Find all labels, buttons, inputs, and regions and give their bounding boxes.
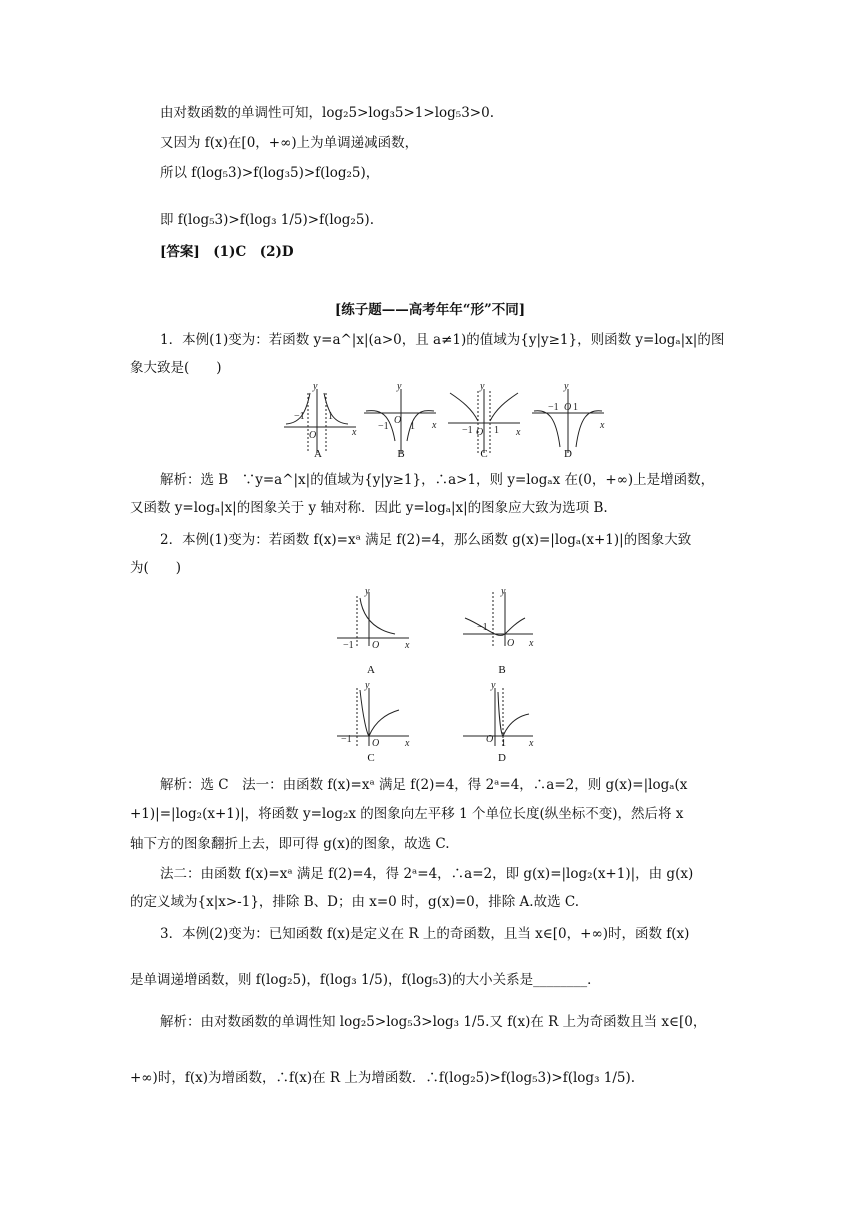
svg-text:1: 1 xyxy=(328,411,333,422)
svg-text:x: x xyxy=(432,420,437,431)
svg-text:−1: −1 xyxy=(343,640,354,651)
option-label: C xyxy=(367,752,375,764)
option-label: A xyxy=(314,448,322,460)
svg-text:y: y xyxy=(313,383,318,392)
option-label: D xyxy=(564,448,572,460)
svg-text:y: y xyxy=(397,383,402,392)
option-label: B xyxy=(498,664,506,676)
solution-line: 轴下方的图象翻折上去，即可得 g(x)的图象，故选 C. xyxy=(130,836,450,852)
svg-text:1: 1 xyxy=(501,738,506,748)
solution-line: 又函数 y=logₐ|x|的图象关于 y 轴对称．因此 y=logₐ|x|的图象应大致为选项 B. xyxy=(130,500,608,516)
solution-line: 的定义域为{x|x>-1}，排除 B、D；由 x=0 时，g(x)=0，排除 A.故选 C. xyxy=(130,894,579,910)
svg-text:y: y xyxy=(491,680,496,691)
svg-text:O: O xyxy=(486,734,494,745)
solution-line: +1)|=|log₂(x+1)|，将函数 y=log₂x 的图象向左平移 1 个单位长度(纵坐标不变)，然后将 x xyxy=(130,806,684,822)
question-stem: 1．本例(1)变为：若函数 y=a^|x|(a>0，且 a≠1)的值域为{y|y≥1}，则函数 y=logₐ|x|的图 xyxy=(160,332,725,348)
svg-text:x: x xyxy=(405,738,410,748)
svg-text:−1: −1 xyxy=(462,425,473,436)
svg-text:y: y xyxy=(480,383,485,392)
question-stem: 为( ) xyxy=(130,560,182,576)
question-stem: 3．本例(2)变为：已知函数 f(x)是定义在 R 上的奇函数，且当 x∈[0，+∞)时，函数 f(x) xyxy=(160,926,690,942)
question-stem: 是单调递增函数，则 f(log₂5)，f(log₃ 1/5)，f(log₅3)的大小关系是________． xyxy=(130,972,601,988)
text-line: 所以 f(log₅3)>f(log₃5)>f(log₂5)， xyxy=(160,165,380,181)
svg-text:1: 1 xyxy=(494,425,499,436)
option-label: B xyxy=(397,448,405,460)
svg-text:O: O xyxy=(372,738,380,748)
svg-text:x: x xyxy=(516,427,521,438)
solution-line: 解析：选 C 法一：由函数 f(x)=xᵃ 满足 f(2)=4，得 2ᵃ=4，∴a=2，则 g(x)=|logₐ(x xyxy=(160,777,688,793)
svg-text:x: x xyxy=(600,420,605,431)
option-label: A xyxy=(367,664,375,676)
svg-text:y: y xyxy=(365,588,370,597)
svg-text:−1: −1 xyxy=(548,402,559,413)
svg-text:O: O xyxy=(372,640,380,651)
text-line: 又因为 f(x)在[0，+∞)上为单调递减函数， xyxy=(160,135,419,151)
question-stem: 2．本例(1)变为：若函数 f(x)=xᵃ 满足 f(2)=4，那么函数 g(x)=|logₐ(x+1)|的图象大致 xyxy=(160,532,692,548)
svg-text:x: x xyxy=(405,640,410,651)
svg-text:y: y xyxy=(564,383,569,392)
svg-text:y: y xyxy=(501,588,506,597)
svg-text:y: y xyxy=(365,680,370,691)
option-label: D xyxy=(498,752,506,764)
svg-text:−1: −1 xyxy=(294,411,305,422)
solution-line: +∞)时，f(x)为增函数，∴f(x)在 R 上为增函数．∴f(log₂5)>f(log₅3)>f(log₃ 1/5). xyxy=(130,1070,636,1086)
svg-text:O: O xyxy=(309,430,317,441)
question-stem: 象大致是( ) xyxy=(130,360,222,376)
svg-text:1: 1 xyxy=(410,421,415,432)
text-line: 由对数函数的单调性可知，log₂5>log₃5>1>log₅3>0. xyxy=(160,105,494,121)
solution-line: 解析：选 B ∵y=a^|x|的值域为{y|y≥1}，∴a>1，则 y=logₐx 在(0，+∞)上是增函数， xyxy=(160,472,715,488)
option-label: C xyxy=(480,448,488,460)
svg-text:1: 1 xyxy=(573,402,578,413)
svg-text:x: x xyxy=(352,427,357,438)
svg-text:O: O xyxy=(476,427,484,438)
svg-text:O: O xyxy=(507,638,515,649)
svg-text:−1: −1 xyxy=(378,421,389,432)
section-title: [练子题——高考年年“形”不同] xyxy=(334,302,526,318)
solution-line: 解析：由对数函数的单调性知 log₂5>log₅3>log₃ 1/5.又 f(x)在 R 上为奇函数且当 x∈[0， xyxy=(160,1014,707,1030)
svg-text:−1: −1 xyxy=(477,622,488,633)
svg-text:O: O xyxy=(394,415,402,426)
svg-text:x: x xyxy=(529,738,534,748)
solution-line: 法二：由函数 f(x)=xᵃ 满足 f(2)=4，得 2ᵃ=4，∴a=2，即 g(x)=|log₂(x+1)|，由 g(x) xyxy=(160,866,694,882)
svg-text:−1: −1 xyxy=(341,734,352,745)
answer-line: [答案] (1)C (2)D xyxy=(160,244,294,260)
q1-option-figures xyxy=(282,383,642,461)
text-line: 即 f(log₅3)>f(log₃ 1/5)>f(log₂5). xyxy=(160,212,374,228)
svg-text:x: x xyxy=(529,638,534,649)
svg-text:O: O xyxy=(564,402,572,413)
